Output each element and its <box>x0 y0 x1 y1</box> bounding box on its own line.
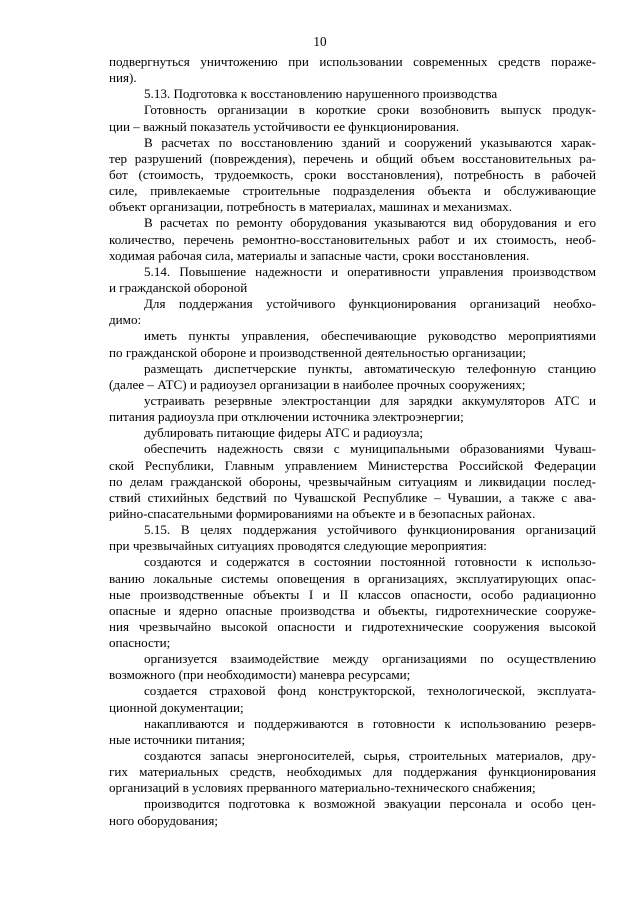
text-line: ционной документации; <box>109 699 244 715</box>
text-line: организаций в условиях прерванного материально-технического снабжения; <box>109 780 536 796</box>
text-line: ния чрезвычайно высокой опасности и гидротехнические сооружения высокой <box>109 618 596 634</box>
page-number: 10 <box>313 34 327 49</box>
text-line: опасные и ядерно опасные производства и объекты, гидротехнические сооруже- <box>109 602 596 618</box>
text-line: бот (стоимость, трудоемкость, сроки восстановления), потребность в рабочей <box>109 166 596 182</box>
text-line: питания радиоузла при отключении источника электроэнергии; <box>109 409 464 425</box>
text-line: В расчетах по ремонту оборудования указываются вид оборудования и его <box>144 215 596 231</box>
text-line: ции – важный показатель устойчивости ее функционирования. <box>109 118 460 134</box>
text-line: создаются запасы энергоносителей, сырья, строительных материалов, дру- <box>144 748 596 764</box>
text-line: силе, привлекаемые строительные подразделения объекта и обслуживающие <box>109 183 596 199</box>
text-line: ные производственные объекты I и II классов опасности, особо радиационно <box>109 586 596 602</box>
text-line: организуется взаимодействие между организациями по осуществлению <box>144 651 596 667</box>
text-line: по гражданской обороне и производственной деятельностью организации; <box>109 344 527 360</box>
text-line: В расчетах по восстановлению зданий и сооружений указываются харак- <box>144 134 596 150</box>
text-line: гих материальных средств, необходимых для поддержания функционирования <box>109 764 596 780</box>
text-line: объект организации, потребность в материалах, машинах и механизмах. <box>109 199 512 215</box>
text-line: при чрезвычайных ситуациях проводятся следующие мероприятия: <box>109 538 487 554</box>
text-line: ствий стихийных бедствий по Чувашской Республике – Чувашии, а также с ава- <box>109 489 596 505</box>
text-line: 5.14. Повышение надежности и оперативности управления производством <box>144 263 596 279</box>
text-line: (далее – АТС) и радиоузел организации в наиболее прочных сооружениях; <box>109 376 526 392</box>
text-line: Для поддержания устойчивого функционирования организаций необхо- <box>144 296 596 312</box>
text-line: ванию локальные системы оповещения в организациях, эксплуатирующих опас- <box>109 570 596 586</box>
text-line: устраивать резервные электростанции для зарядки аккумуляторов АТС и <box>144 392 596 408</box>
text-line: подвергнуться уничтожению при использовании современных средств пораже- <box>109 54 596 69</box>
text-line: 5.13. Подготовка к восстановлению нарушенного производства <box>144 86 498 102</box>
text-line: опасности; <box>109 635 171 651</box>
text-line: димо: <box>109 312 142 328</box>
text-line: ходимая рабочая сила, материалы и запасные части, сроки восстановления. <box>109 247 530 263</box>
text-line: ния). <box>109 70 137 86</box>
text-line: и гражданской обороной <box>109 279 248 295</box>
text-line: накапливаются и поддерживаются в готовности к использованию резерв- <box>144 715 596 731</box>
document-body <box>109 54 596 829</box>
text-line: рийно-спасательными формированиями на объекте и в безопасных районах. <box>109 505 536 521</box>
text-line: иметь пункты управления, обеспечивающие руководство мероприятиями <box>144 328 596 344</box>
text-line: производится подготовка к возможной эвакуации персонала и особо цен- <box>144 796 596 812</box>
text-line: ской Республики, Главным управлением Министерства Российской Федерации <box>109 457 596 473</box>
text-line: ные источники питания; <box>109 731 246 747</box>
text-line: количество, перечень ремонтно-восстановительных работ и их стоимость, необ- <box>109 231 596 247</box>
text-line: по делам гражданской обороны, чрезвычайным ситуациям и ликвидации послед- <box>109 473 596 489</box>
text-line: возможного (при необходимости) маневра ресурсами; <box>109 667 411 683</box>
text-line: обеспечить надежность связи с муниципальными образованиями Чуваш- <box>144 441 596 457</box>
text-line: Готовность организации в короткие сроки возобновить выпуск продук- <box>144 102 596 118</box>
text-line: 5.15. В целях поддержания устойчивого функционирования организаций <box>144 522 596 538</box>
text-line: размещать диспетчерские пункты, автоматическую телефонную станцию <box>144 360 596 376</box>
text-line: создается страховой фонд конструкторской, технологической, эксплуата- <box>144 683 596 699</box>
text-line: ного оборудования; <box>109 812 218 828</box>
text-line: тер разрушений (повреждения), перечень и общий объем восстановительных ра- <box>109 150 596 166</box>
text-line: дублировать питающие фидеры АТС и радиоузла; <box>144 425 424 441</box>
text-line: создаются и содержатся в состоянии постоянной готовности к использо- <box>144 554 596 570</box>
